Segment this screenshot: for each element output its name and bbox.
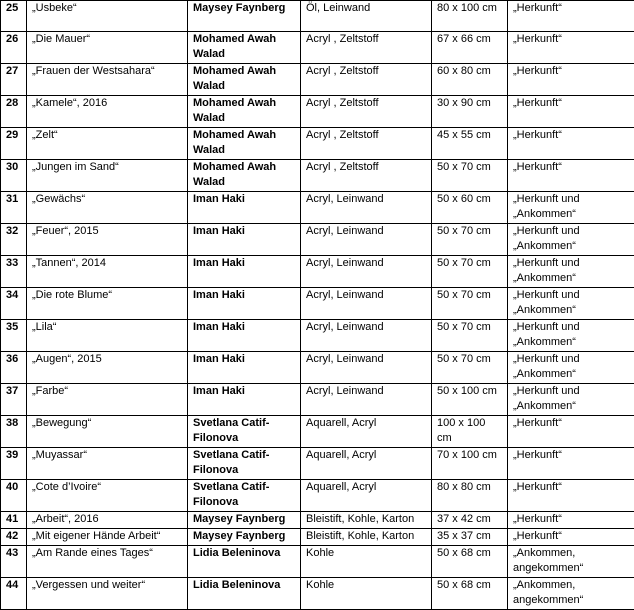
row-number: 31 xyxy=(1,192,27,224)
artwork-title: „Die Mauer“ xyxy=(27,32,188,64)
artwork-title: „Zelt“ xyxy=(27,128,188,160)
medium: Acryl, Leinwand xyxy=(301,224,432,256)
table-row xyxy=(1,288,634,320)
series-label: „Herkunft und „Ankommen“ xyxy=(508,256,634,288)
medium: Acryl , Zeltstoff xyxy=(301,128,432,160)
row-number: 32 xyxy=(1,224,27,256)
table-row xyxy=(1,384,634,416)
medium: Acryl, Leinwand xyxy=(301,384,432,416)
medium: Acryl, Leinwand xyxy=(301,192,432,224)
series-label: „Herkunft und „Ankommen“ xyxy=(508,384,634,416)
medium: Acryl , Zeltstoff xyxy=(301,32,432,64)
medium: Aquarell, Acryl xyxy=(301,448,432,480)
dimensions: 50 x 70 cm xyxy=(432,224,508,256)
row-number: 27 xyxy=(1,64,27,96)
artwork-title: „Muyassar“ xyxy=(27,448,188,480)
table-row xyxy=(1,1,634,32)
table-row xyxy=(1,192,634,224)
dimensions: 67 x 66 cm xyxy=(432,32,508,64)
artist-name: Mohamed Awah Walad xyxy=(188,32,301,64)
artwork-title: „Jungen im Sand“ xyxy=(27,160,188,192)
medium: Aquarell, Acryl xyxy=(301,480,432,512)
row-number: 26 xyxy=(1,32,27,64)
artwork-title: „Frauen der Westsahara“ xyxy=(27,64,188,96)
medium: Acryl, Leinwand xyxy=(301,288,432,320)
row-number: 44 xyxy=(1,578,27,610)
table-row xyxy=(1,32,634,64)
series-label: „Herkunft“ xyxy=(508,128,634,160)
artwork-title: „Die rote Blume“ xyxy=(27,288,188,320)
artist-name: Mohamed Awah Walad xyxy=(188,96,301,128)
row-number: 38 xyxy=(1,416,27,448)
artwork-title: „Kamele“, 2016 xyxy=(27,96,188,128)
row-number: 41 xyxy=(1,512,27,529)
artist-name: Iman Haki xyxy=(188,320,301,352)
medium: Acryl, Leinwand xyxy=(301,352,432,384)
row-number: 33 xyxy=(1,256,27,288)
artist-name: Iman Haki xyxy=(188,224,301,256)
artist-name: Maysey Faynberg xyxy=(188,529,301,546)
series-label: „Herkunft“ xyxy=(508,416,634,448)
dimensions: 35 x 37 cm xyxy=(432,529,508,546)
artist-name: Iman Haki xyxy=(188,288,301,320)
table-row xyxy=(1,128,634,160)
row-number: 34 xyxy=(1,288,27,320)
table-row xyxy=(1,96,634,128)
table-row xyxy=(1,578,634,610)
medium: Öl, Leinwand xyxy=(301,1,432,32)
medium: Acryl, Leinwand xyxy=(301,320,432,352)
series-label: „Herkunft“ xyxy=(508,64,634,96)
row-number: 40 xyxy=(1,480,27,512)
dimensions: 60 x 80 cm xyxy=(432,64,508,96)
table-row xyxy=(1,546,634,578)
table-row xyxy=(1,529,634,546)
row-number: 43 xyxy=(1,546,27,578)
dimensions: 100 x 100 cm xyxy=(432,416,508,448)
row-number: 39 xyxy=(1,448,27,480)
artist-name: Maysey Faynberg xyxy=(188,1,301,32)
artwork-title: „Feuer“, 2015 xyxy=(27,224,188,256)
series-label: „Herkunft“ xyxy=(508,96,634,128)
table-row xyxy=(1,256,634,288)
series-label: „Herkunft“ xyxy=(508,529,634,546)
artwork-title: „Usbeke“ xyxy=(27,1,188,32)
series-label: „Herkunft und „Ankommen“ xyxy=(508,224,634,256)
table-row xyxy=(1,448,634,480)
artwork-title: „Am Rande eines Tages“ xyxy=(27,546,188,578)
medium: Acryl , Zeltstoff xyxy=(301,96,432,128)
medium: Aquarell, Acryl xyxy=(301,416,432,448)
row-number: 36 xyxy=(1,352,27,384)
dimensions: 70 x 100 cm xyxy=(432,448,508,480)
row-number: 42 xyxy=(1,529,27,546)
table-row xyxy=(1,64,634,96)
artist-name: Iman Haki xyxy=(188,192,301,224)
table-row xyxy=(1,160,634,192)
dimensions: 50 x 68 cm xyxy=(432,546,508,578)
artist-name: Lidia Beleninova xyxy=(188,578,301,610)
series-label: „Herkunft“ xyxy=(508,480,634,512)
medium: Acryl, Leinwand xyxy=(301,256,432,288)
artwork-title: „Farbe“ xyxy=(27,384,188,416)
series-label: „Ankommen, angekommen“ xyxy=(508,546,634,578)
row-number: 30 xyxy=(1,160,27,192)
dimensions: 37 x 42 cm xyxy=(432,512,508,529)
dimensions: 50 x 70 cm xyxy=(432,320,508,352)
series-label: „Herkunft“ xyxy=(508,512,634,529)
row-number: 37 xyxy=(1,384,27,416)
table-row xyxy=(1,480,634,512)
artist-name: Iman Haki xyxy=(188,352,301,384)
table-row xyxy=(1,352,634,384)
artwork-title: „Vergessen und weiter“ xyxy=(27,578,188,610)
dimensions: 50 x 100 cm xyxy=(432,384,508,416)
table-row xyxy=(1,224,634,256)
medium: Kohle xyxy=(301,546,432,578)
series-label: „Herkunft und „Ankommen“ xyxy=(508,320,634,352)
series-label: „Herkunft“ xyxy=(508,448,634,480)
dimensions: 45 x 55 cm xyxy=(432,128,508,160)
artist-name: Svetlana Catif-Filonova xyxy=(188,480,301,512)
artist-name: Iman Haki xyxy=(188,256,301,288)
artist-name: Mohamed Awah Walad xyxy=(188,128,301,160)
table-row xyxy=(1,416,634,448)
dimensions: 80 x 100 cm xyxy=(432,1,508,32)
artwork-title: „Gewächs“ xyxy=(27,192,188,224)
artwork-title: „Bewegung“ xyxy=(27,416,188,448)
artist-name: Svetlana Catif-Filonova xyxy=(188,416,301,448)
medium: Acryl , Zeltstoff xyxy=(301,160,432,192)
dimensions: 50 x 70 cm xyxy=(432,288,508,320)
dimensions: 50 x 70 cm xyxy=(432,352,508,384)
series-label: „Herkunft und „Ankommen“ xyxy=(508,288,634,320)
dimensions: 50 x 70 cm xyxy=(432,256,508,288)
series-label: „Ankommen, angekommen“ xyxy=(508,578,634,610)
series-label: „Herkunft und „Ankommen“ xyxy=(508,192,634,224)
series-label: „Herkunft“ xyxy=(508,160,634,192)
dimensions: 50 x 68 cm xyxy=(432,578,508,610)
dimensions: 50 x 60 cm xyxy=(432,192,508,224)
medium: Bleistift, Kohle, Karton xyxy=(301,529,432,546)
series-label: „Herkunft und „Ankommen“ xyxy=(508,352,634,384)
artwork-title: „Mit eigener Hände Arbeit“ xyxy=(27,529,188,546)
medium: Acryl , Zeltstoff xyxy=(301,64,432,96)
artist-name: Mohamed Awah Walad xyxy=(188,64,301,96)
series-label: „Herkunft“ xyxy=(508,1,634,32)
artist-name: Maysey Faynberg xyxy=(188,512,301,529)
table-row xyxy=(1,320,634,352)
table-row xyxy=(1,512,634,529)
medium: Kohle xyxy=(301,578,432,610)
artwork-title: „Lila“ xyxy=(27,320,188,352)
row-number: 35 xyxy=(1,320,27,352)
artwork-title: „Tannen“, 2014 xyxy=(27,256,188,288)
artwork-title: „Arbeit“, 2016 xyxy=(27,512,188,529)
artist-name: Svetlana Catif-Filonova xyxy=(188,448,301,480)
row-number: 25 xyxy=(1,1,27,32)
row-number: 29 xyxy=(1,128,27,160)
artwork-table-body xyxy=(1,1,634,610)
dimensions: 30 x 90 cm xyxy=(432,96,508,128)
artist-name: Iman Haki xyxy=(188,384,301,416)
dimensions: 80 x 80 cm xyxy=(432,480,508,512)
artist-name: Lidia Beleninova xyxy=(188,546,301,578)
medium: Bleistift, Kohle, Karton xyxy=(301,512,432,529)
dimensions: 50 x 70 cm xyxy=(432,160,508,192)
row-number: 28 xyxy=(1,96,27,128)
artwork-title: „Augen“, 2015 xyxy=(27,352,188,384)
artwork-title: „Cote d’Ivoire“ xyxy=(27,480,188,512)
artist-name: Mohamed Awah Walad xyxy=(188,160,301,192)
series-label: „Herkunft“ xyxy=(508,32,634,64)
